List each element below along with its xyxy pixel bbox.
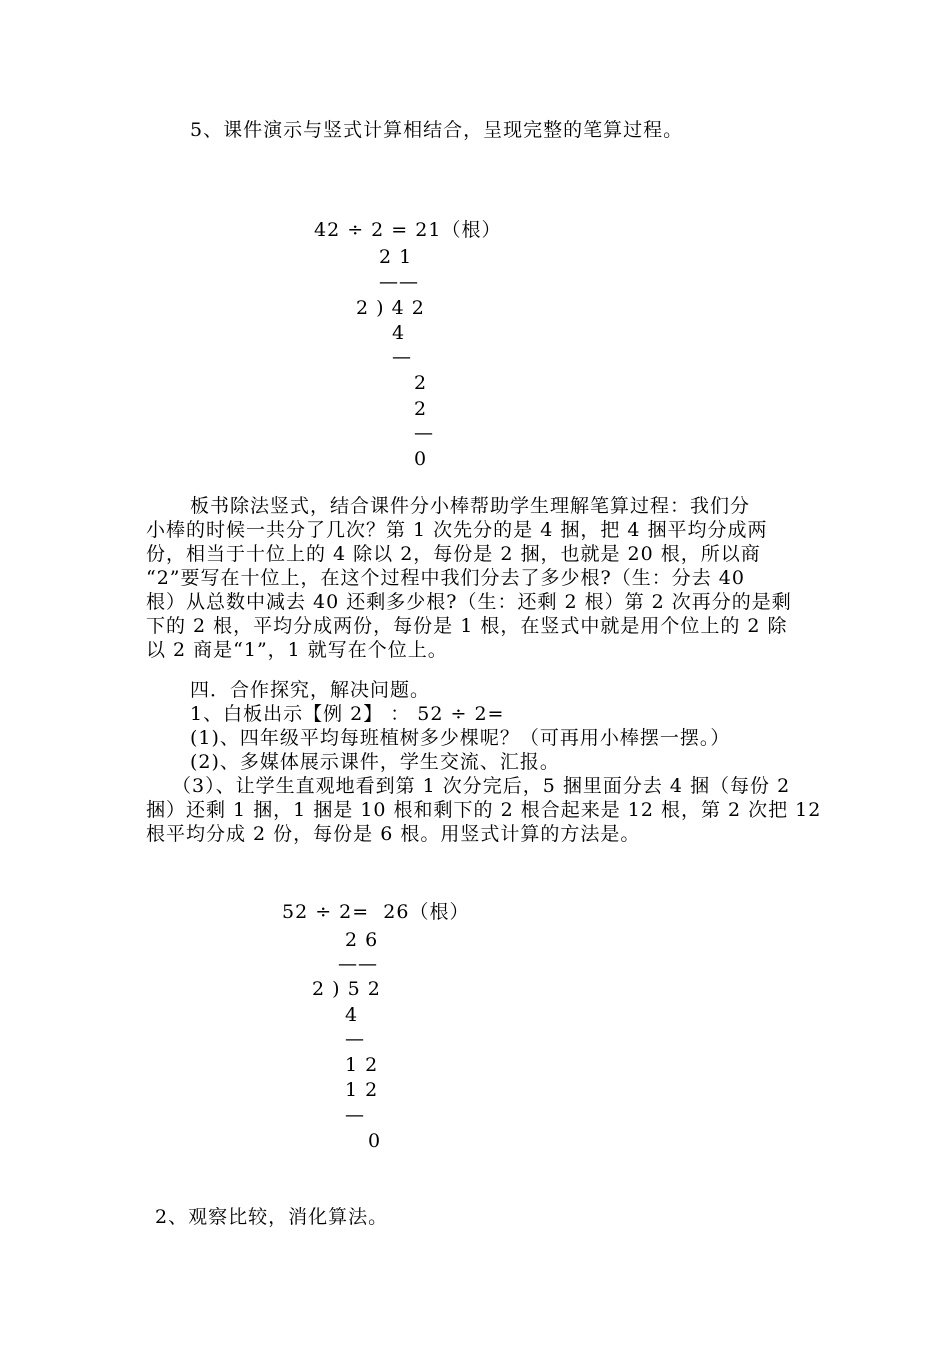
item-1-3-line: （3）、让学生直观地看到第 1 次分完后，5 捆里面分去 4 捆（每份 2 [172, 775, 791, 797]
sub-bar-2: — [414, 422, 434, 444]
item-1-1: (1)、四年级平均每班植树多少棵呢？（可再用小棒摆一摆。） [190, 727, 731, 749]
dividend-row-52: 2 ) 5 2 [312, 978, 381, 1000]
subtract-12: 1 2 [345, 1079, 379, 1101]
item-1-3-line: 捆）还剩 1 捆，1 捆是 10 根和剩下的 2 根合起来是 12 根，第 2 次把 12 [146, 799, 822, 821]
explain-line: 根）从总数中减去 40 还剩多少根?（生：还剩 2 根）第 2 次再分的是剩 [146, 591, 792, 613]
result-0: 0 [368, 1130, 382, 1152]
explain-line: 下的 2 根，平均分成两份，每份是 1 根，在竖式中就是用个位上的 2 除 [146, 615, 788, 637]
quotient-26: 2 6 [345, 929, 379, 951]
item-1-3-paragraph [146, 774, 821, 846]
explain-line: 小棒的时候一共分了几次？第 1 次先分的是 4 捆，把 4 捆平均分成两 [146, 519, 768, 541]
explain-line: 份，相当于十位上的 4 除以 2，每份是 2 捆，也就是 20 根，所以商 [146, 543, 761, 565]
explain-line: 板书除法竖式，结合课件分小棒帮助学生理解笔算过程：我们分 [190, 495, 751, 517]
equation-52: 52 ÷ 2= 26（根） [282, 901, 470, 923]
sub-bar-1: — [345, 1028, 365, 1050]
subtract-2: 2 [414, 398, 428, 420]
section-heading-2: 2、观察比较，消化算法。 [155, 1206, 389, 1228]
equation-42: 42 ÷ 2 = 21（根） [314, 219, 502, 241]
sub-bar-2: — [345, 1104, 365, 1126]
sub-bar-1: — [392, 346, 412, 368]
division-bar: —— [379, 271, 419, 293]
section-heading-5: 5、课件演示与竖式计算相结合，呈现完整的笔算过程。 [190, 119, 684, 141]
item-1-3-line: 根平均分成 2 份，每份是 6 根。用竖式计算的方法是。 [146, 823, 641, 845]
result-0: 0 [414, 448, 428, 470]
dividend-row-42: 2 ) 4 2 [356, 297, 425, 319]
explanation-paragraph [146, 494, 792, 662]
remainder-12: 1 2 [345, 1054, 379, 1076]
explain-line: 以 2 商是“1”，1 就写在个位上。 [146, 639, 448, 661]
quotient-21: 2 1 [379, 246, 413, 268]
subtract-4: 4 [345, 1004, 359, 1026]
section-heading-4: 四．合作探究，解决问题。 [190, 679, 431, 701]
explain-line: “2”要写在十位上，在这个过程中我们分去了多少根?（生：分去 40 [146, 567, 745, 589]
item-1: 1、白板出示【例 2】 ： 52 ÷ 2= [190, 703, 505, 725]
division-bar: —— [338, 953, 378, 975]
subtract-4: 4 [392, 322, 406, 344]
item-1-2: (2)、多媒体展示课件，学生交流、汇报。 [190, 751, 560, 773]
remainder-2: 2 [414, 372, 428, 394]
